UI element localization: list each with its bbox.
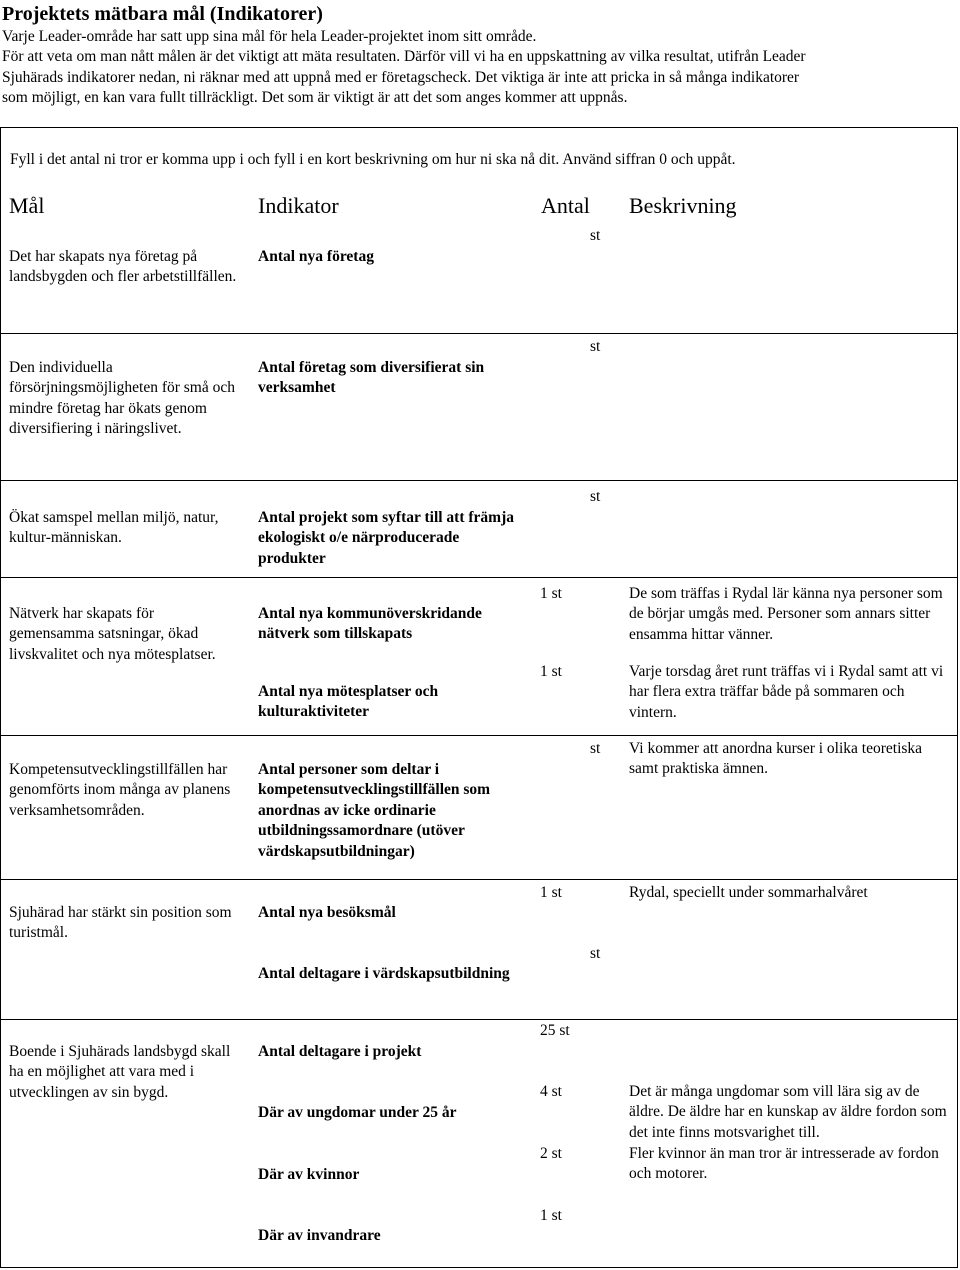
indicator-text: Antal deltagare i värdskapsutbildning — [258, 965, 510, 982]
goal-text: Nätverk har skapats för gemensamma satsningar, ökad livskvalitet och nya mötesplatser. — [9, 605, 216, 663]
goal-text: Den individuella försörjningsmöjligheten för små och mindre företag har ökats genom diversifiering i näringslivet. — [9, 359, 235, 438]
indicator-text: Där av ungdomar under 25 år — [258, 1104, 457, 1121]
amount-field[interactable]: 1 st — [540, 1207, 562, 1224]
amount-field[interactable]: st — [590, 227, 601, 244]
page-title: Projektets mätbara mål (Indikatorer) — [2, 3, 323, 25]
header-antal: Antal — [541, 193, 590, 218]
amount-field[interactable]: st — [590, 740, 601, 757]
amount-field[interactable]: 1 st — [540, 663, 562, 680]
table-row — [0, 736, 958, 880]
table-row — [0, 481, 958, 578]
table-row — [0, 880, 958, 1020]
indicator-text: Där av kvinnor — [258, 1166, 360, 1183]
indicator-text: Antal företag som diversifierat sin verksamhet — [258, 359, 485, 397]
goal-text: Boende i Sjuhärads landsbygd skall ha en möjlighet att vara med i utvecklingen av sin bygd. — [9, 1043, 231, 1101]
goal-text: Ökat samspel mellan miljö, natur, kultur-människan. — [9, 509, 219, 547]
indicator-text: Antal deltagare i projekt — [258, 1043, 422, 1060]
table-row — [0, 220, 958, 334]
header-indikator: Indikator — [258, 193, 339, 218]
intro-line: Sjuhärads indikatorer nedan, ni räknar med att uppnå med er företagscheck. Det viktiga är inte att pricka in så många indikatorer — [2, 68, 800, 86]
description-field[interactable]: Rydal, speciellt under sommarhalvåret — [629, 884, 868, 901]
indicator-text: Antal nya företag — [258, 248, 374, 265]
indicator-text: Antal nya besöksmål — [258, 904, 396, 921]
table-row — [0, 578, 958, 736]
amount-field[interactable]: st — [590, 338, 601, 355]
table-row — [0, 334, 958, 481]
intro-line: som möjligt, en kan vara fullt tillräckligt. Det som är viktigt är att det som anges kommer att uppnås. — [2, 89, 628, 107]
goal-text: Det har skapats nya företag på landsbygden och fler arbetstillfällen. — [9, 248, 237, 286]
amount-field[interactable]: 1 st — [540, 585, 562, 602]
header-beskrivning: Beskrivning — [629, 193, 737, 218]
amount-field[interactable]: 1 st — [540, 884, 562, 901]
indicator-text: Där av invandrare — [258, 1227, 381, 1244]
description-field[interactable]: Det är många ungdomar som vill lära sig av de äldre. De äldre har en kunskap av äldre fordon som det inte finns motsvarighet till. — [629, 1083, 947, 1141]
intro-line: Varje Leader-område har satt upp sina mål för hela Leader-projektet inom sitt område. — [2, 28, 537, 45]
description-field[interactable]: De som träffas i Rydal lär känna nya personer som de börjar umgås med. Personer som annars sitter ensamma hittar vänner. — [629, 585, 943, 643]
fill-instruction: Fyll i det antal ni tror er komma upp i och fyll i en kort beskrivning om hur ni ska nå dit. Använd siffran 0 och uppåt. — [10, 151, 736, 168]
header-mal: Mål — [9, 193, 45, 218]
amount-field[interactable]: 25 st — [540, 1022, 570, 1039]
description-field[interactable]: Vi kommer att anordna kurser i olika teoretiska samt praktiska ämnen. — [629, 740, 923, 778]
goal-text: Sjuhärad har stärkt sin position som turistmål. — [9, 904, 232, 942]
amount-field[interactable]: st — [590, 488, 601, 505]
amount-field[interactable]: 4 st — [540, 1083, 562, 1100]
goal-text: Kompetensutvecklingstillfällen har genomförts inom många av planens verksamhetsområden. — [9, 761, 231, 819]
indicator-text: Antal nya kommunöverskridande nätverk som tillskapats — [258, 605, 482, 643]
intro-line: För att veta om man nått målen är det viktigt att mäta resultaten. Därför vill vi ha en uppskattning av vilka resultat, utifrån Leader — [2, 48, 806, 66]
amount-field[interactable]: st — [590, 945, 601, 962]
table-row — [0, 1020, 958, 1268]
description-field[interactable]: Fler kvinnor än man tror är intresserade av fordon och motorer. — [629, 1145, 939, 1183]
amount-field[interactable]: 2 st — [540, 1145, 562, 1162]
indicator-text: Antal personer som deltar i kompetensutvecklingstillfällen som anordnas av icke ordinarie utbildningssamordnare (utöver värdskapsutbildningar) — [258, 761, 491, 860]
indicator-text: Antal projekt som syftar till att främja ekologiskt o/e närproducerade produkter — [258, 509, 514, 567]
description-field[interactable]: Varje torsdag året runt träffas vi i Rydal samt att vi har flera extra träffar både på sommaren och vintern. — [629, 663, 944, 721]
intro-text — [2, 27, 952, 109]
indicator-text: Antal nya mötesplatser och kulturaktiviteter — [258, 683, 439, 721]
